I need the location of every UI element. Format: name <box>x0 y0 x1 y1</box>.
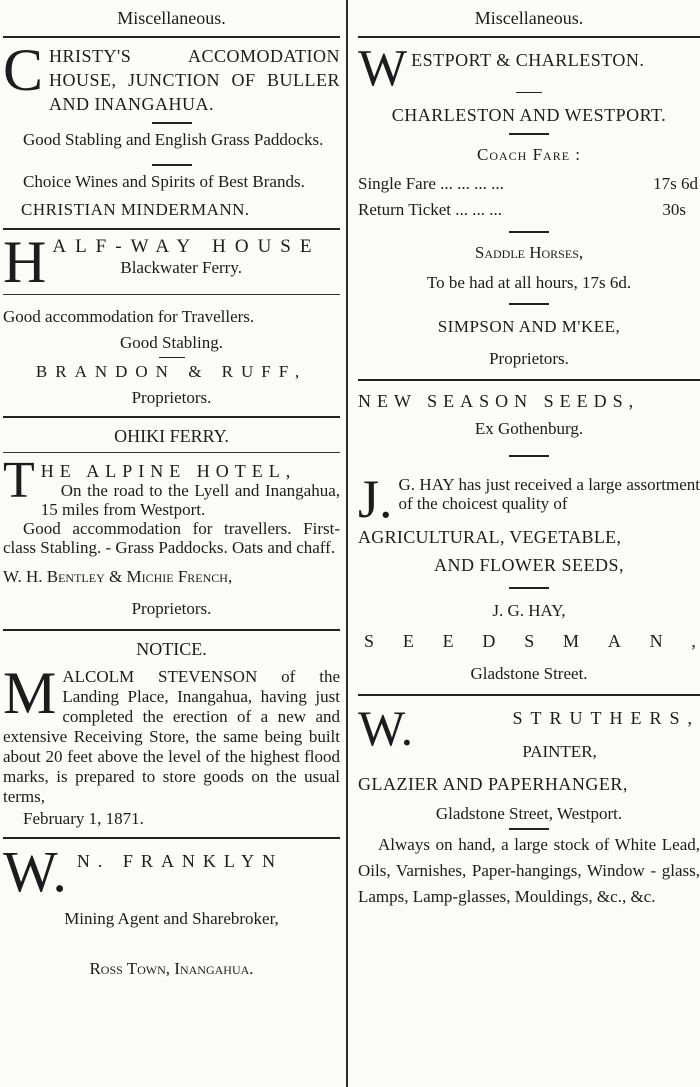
christys-stabling: Good Stabling and English Grass Paddocks. <box>23 130 324 149</box>
halfway-title: ALF-WAY HOUSE <box>52 236 321 257</box>
alpine-location: On the road to the Lyell and Inangahua, 15 miles from Westport. <box>40 481 340 519</box>
halfway-owners: BRANDON & RUFF, <box>35 362 308 381</box>
saddle-horses-text: To be had at all hours, 17s 6d. <box>426 273 632 292</box>
christys-drop-cap: C <box>3 37 44 103</box>
christys-title: HRISTY'S ACCOMODATION HOUSE, JUNCTION OF BULLER AND INANGAHUA. <box>49 46 340 114</box>
seeds-line-1: AGRICULTURAL, VEGETABLE, <box>358 527 622 547</box>
franklyn-drop-cap: W. <box>3 839 67 904</box>
right-section-header: Miscellaneous. <box>474 8 584 28</box>
alpine-title: HE ALPINE HOTEL, <box>40 461 297 481</box>
notice-date: February 1, 1871. <box>23 809 144 828</box>
halfway-drop-cap: H <box>3 229 47 295</box>
coach-ad <box>358 38 700 373</box>
struthers-trade: GLAZIER AND PAPERHANGER, <box>358 774 628 794</box>
coach-role: Proprietors. <box>489 349 569 368</box>
notice-heading: NOTICE. <box>136 639 207 659</box>
seeds-line-2: AND FLOWER SEEDS, <box>433 555 624 575</box>
seeds-origin: Ex Gothenburg. <box>474 419 584 438</box>
halfway-ad <box>3 230 340 412</box>
coach-fare-heading: Coach Fare : <box>476 145 582 164</box>
seeds-owner: J. G. HAY, <box>492 601 566 620</box>
christys-owner: CHRISTIAN MINDERMANN. <box>21 200 250 219</box>
struthers-address: Gladstone Street, Westport. <box>435 804 623 823</box>
fare-row: Single Fare ... ... ... ... 17s 6d <box>358 174 698 193</box>
saddle-horses-heading: Saddle Horses, <box>474 243 584 262</box>
seeds-ad <box>358 381 700 688</box>
ohiki-ferry-heading: OHIKI FERRY. <box>114 426 229 446</box>
struthers-ad <box>358 696 700 914</box>
left-column <box>0 0 346 1087</box>
seeds-address: Gladstone Street. <box>470 664 588 683</box>
franklyn-role: Mining Agent and Sharebroker, <box>64 909 279 928</box>
notice-body: ALCOLM STEVENSON of the Landing Place, Inangahua, having just completed the erection of a new and extensive Receiving Store, the same being built about 20 feet above the level of the highest flood marks, is prepared to store goods on the usual terms, <box>3 667 340 806</box>
right-column <box>350 0 700 1087</box>
seeds-body: G. HAY has just received a large assortment of the choicest quality of <box>398 475 700 513</box>
halfway-location: Blackwater Ferry. <box>120 258 242 277</box>
halfway-accommodation: Good accommodation for Travellers. <box>3 307 255 326</box>
alpine-owners: W. H. Bentley & Michie French, <box>3 567 233 586</box>
struthers-body: Always on hand, a large stock of White Lead, Oils, Varnishes, Paper-hangings, Window - glass, Lamps, Lamp-glasses, Mouldings, &c., &c. <box>358 835 700 906</box>
alpine-details: Good accommodation for travellers. First-class Stabling. - Grass Paddocks. Oats and chaff. <box>3 519 340 557</box>
column-divider <box>346 0 348 1087</box>
struthers-drop-cap: W. <box>358 700 414 756</box>
notice-drop-cap: M <box>3 660 57 726</box>
seeds-title: NEW SEASON SEEDS, <box>358 391 640 411</box>
struthers-title: STRUTHERS, <box>512 708 700 728</box>
coach-drop-cap: W <box>358 40 408 97</box>
coach-owners: SIMPSON AND M'KEE, <box>437 317 621 336</box>
halfway-role: Proprietors. <box>131 388 212 407</box>
fare-row: Return Ticket ... ... ... 30s <box>358 200 686 219</box>
notice-ad <box>3 631 340 833</box>
alpine-drop-cap: T <box>3 452 35 509</box>
alpine-ad <box>3 418 340 623</box>
alpine-role: Proprietors. <box>131 599 212 618</box>
franklyn-ad <box>3 839 340 983</box>
seeds-drop-cap: J. <box>358 469 393 529</box>
coach-title-2: CHARLESTON AND WESTPORT. <box>391 105 667 125</box>
fare-table <box>358 171 700 223</box>
franklyn-place: Ross Town, Inangahua. <box>89 959 254 978</box>
struthers-painter: PAINTER, <box>522 742 597 761</box>
franklyn-title: N. FRANKLYN <box>76 851 284 871</box>
halfway-stabling: Good Stabling. <box>120 333 223 352</box>
christys-wines: Choice Wines and Spirits of Best Brands. <box>23 172 305 191</box>
coach-title: ESTPORT & CHARLESTON. <box>411 50 645 70</box>
christys-ad <box>3 38 340 224</box>
seedsman-trade: S E E D S M A N , <box>364 631 696 651</box>
left-section-header: Miscellaneous. <box>117 8 226 28</box>
